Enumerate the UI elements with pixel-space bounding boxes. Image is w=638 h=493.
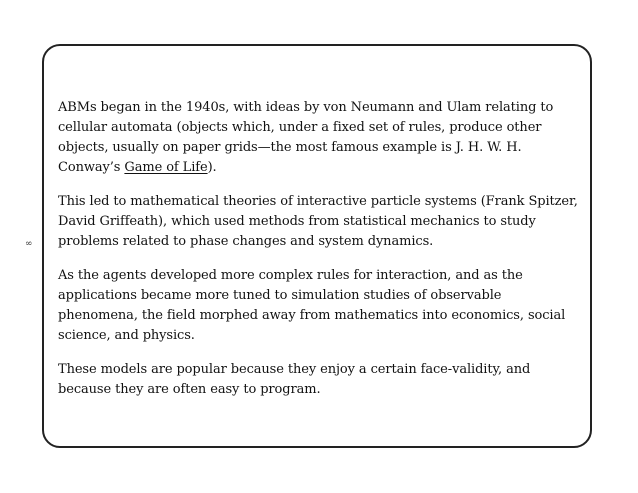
paragraph-history-tail: ). xyxy=(207,160,217,175)
paragraph-history-text: ABMs began in the 1940s, with ideas by von Neumann and Ulam relating to cellular automata (objects which, under a fixed set of rules, produce other objects, usually on paper grids—the most famous example is J. H. W. H. Conway’s xyxy=(58,100,554,175)
game-of-life-link[interactable]: Game of Life xyxy=(124,160,208,175)
paragraph-history xyxy=(58,98,584,178)
paragraph-particle-systems: This led to mathematical theories of interactive particle systems (Frank Spitzer, David Griffeath), which used methods from statistical mechanics to study problems related to phase changes and system dynamics. xyxy=(58,194,578,249)
paragraph-popularity: These models are popular because they enjoy a certain face-validity, and because they are often easy to program. xyxy=(58,362,531,397)
side-mark: ∞ xyxy=(25,239,33,249)
paragraph-complex-rules: As the agents developed more complex rules for interaction, and as the applications became more tuned to simulation studies of observable phenomena, the field morphed away from mathematics into economics, social science, and physics. xyxy=(58,268,566,343)
slide-content xyxy=(58,98,584,414)
